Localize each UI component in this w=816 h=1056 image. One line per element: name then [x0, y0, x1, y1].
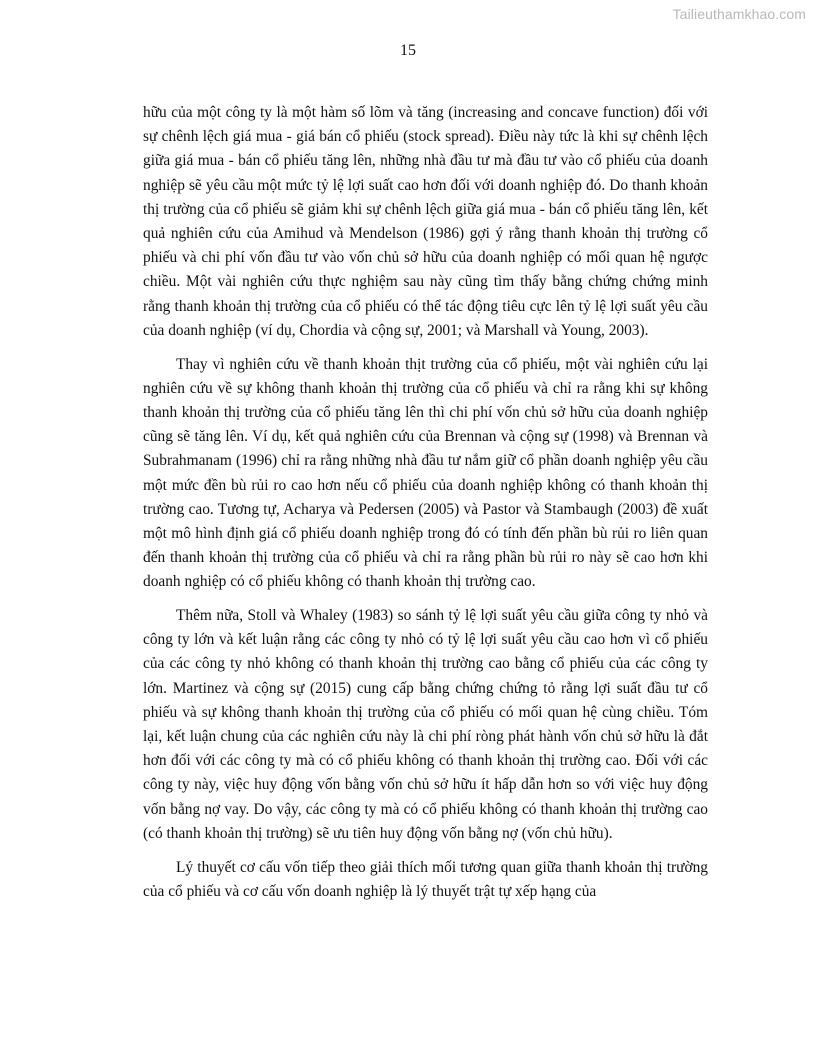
watermark: Tailieuthamkhao.com — [672, 6, 806, 22]
paragraph-market-illiquidity: Thay vì nghiên cứu về thanh khoản thịt trường của cổ phiếu, một vài nghiên cứu lại nghiên cứu về sự không thanh khoản thị trường của cổ phiếu và chỉ ra rằng khi sự không thanh khoản thị trường của cổ phiếu tăng lên thì chi phí vốn chủ sở hữu của doanh nghiệp cũng sẽ tăng lên. Ví dụ, kết quả nghiên cứu của Brennan và cộng sự (1998) và Brennan và Subrahmanam (1996) chỉ ra rằng những nhà đầu tư nắm giữ cổ phần doanh nghiệp yêu cầu một mức đền bù rủi ro cao hơn nếu cổ phiếu của doanh nghiệp không có thanh khoản thị trường cao. Tương tự, Acharya và Pedersen (2005) và Pastor và Stambaugh (2003) đề xuất một mô hình định giá cổ phiếu doanh nghiệp trong đó có tính đến phần bù rủi ro liên quan đến thanh khoản thị trường của cổ phiếu và chỉ ra rằng phần bù rủi ro này sẽ cao hơn khi doanh nghiệp có cổ phiếu không có thanh khoản thị trường cao. — [143, 355, 708, 591]
paragraph-pecking-order-intro: Lý thuyết cơ cấu vốn tiếp theo giải thích mối tương quan giữa thanh khoản thị trường của cổ phiếu và cơ cấu vốn doanh nghiệp là lý thuyết trật tự xếp hạng của — [143, 858, 708, 900]
page-number: 15 — [400, 42, 416, 59]
paragraph-small-vs-large-firms: Thêm nữa, Stoll và Whaley (1983) so sánh tỷ lệ lợi suất yêu cầu giữa công ty nhỏ và công ty lớn và kết luận rằng các công ty nhỏ có tỷ lệ lợi suất yêu cầu cao hơn vì cổ phiếu của các công ty nhỏ không có thanh khoản thị trường cao bằng cổ phiếu của các công ty lớn. Martinez và cộng sự (2015) cung cấp bằng chứng chứng tỏ rằng lợi suất đầu tư cổ phiếu và sự không thanh khoản thị trường của cổ phiếu có mối quan hệ cùng chiều. Tóm lại, kết luận chung của các nghiên cứu này là chi phí ròng phát hành vốn chủ sở hữu là đắt hơn đối với các công ty mà có cổ phiếu không có thanh khoản thị trường cao. Đối với các công ty này, việc huy động vốn bằng vốn chủ sở hữu ít hấp dẫn hơn so với việc huy động vốn bằng nợ vay. Do vậy, các công ty mà có cổ phiếu không có thanh khoản thị trường cao (có thanh khoản thị trường) sẽ ưu tiên huy động vốn bằng nợ (vốn chủ hữu). — [143, 607, 708, 842]
page-body — [143, 101, 708, 914]
paragraph-continued: hữu của một công ty là một hàm số lõm và tăng (increasing and concave function) đối với sự chênh lệch giá mua - giá bán cổ phiếu (stock spread). Điều này tức là khi sự chênh lệch giữa giá mua - bán cổ phiếu tăng lên, những nhà đầu tư mà đầu tư vào cổ phiếu của doanh nghiệp sẽ yêu cầu một mức tỷ lệ lợi suất cao hơn đối với doanh nghiệp đó. Do thanh khoản thị trường của cổ phiếu sẽ giảm khi sự chênh lệch giữa giá mua - bán cổ phiếu tăng lên, kết quả nghiên cứu của Amihud và Mendelson (1986) gợi ý rằng thanh khoản thị trường cổ phiếu và chi phí vốn đầu tư vào vốn chủ sở hữu của doanh nghiệp có mối quan hệ ngược chiều. Một vài nghiên cứu thực nghiệm sau này cũng tìm thấy bằng chứng chứng minh rằng thanh khoản thị trường của cổ phiếu có thể tác động tiêu cực lên tỷ lệ lợi suất yêu cầu của doanh nghiệp (ví dụ, Chordia và cộng sự, 2001; và Marshall và Young, 2003). — [143, 104, 708, 339]
